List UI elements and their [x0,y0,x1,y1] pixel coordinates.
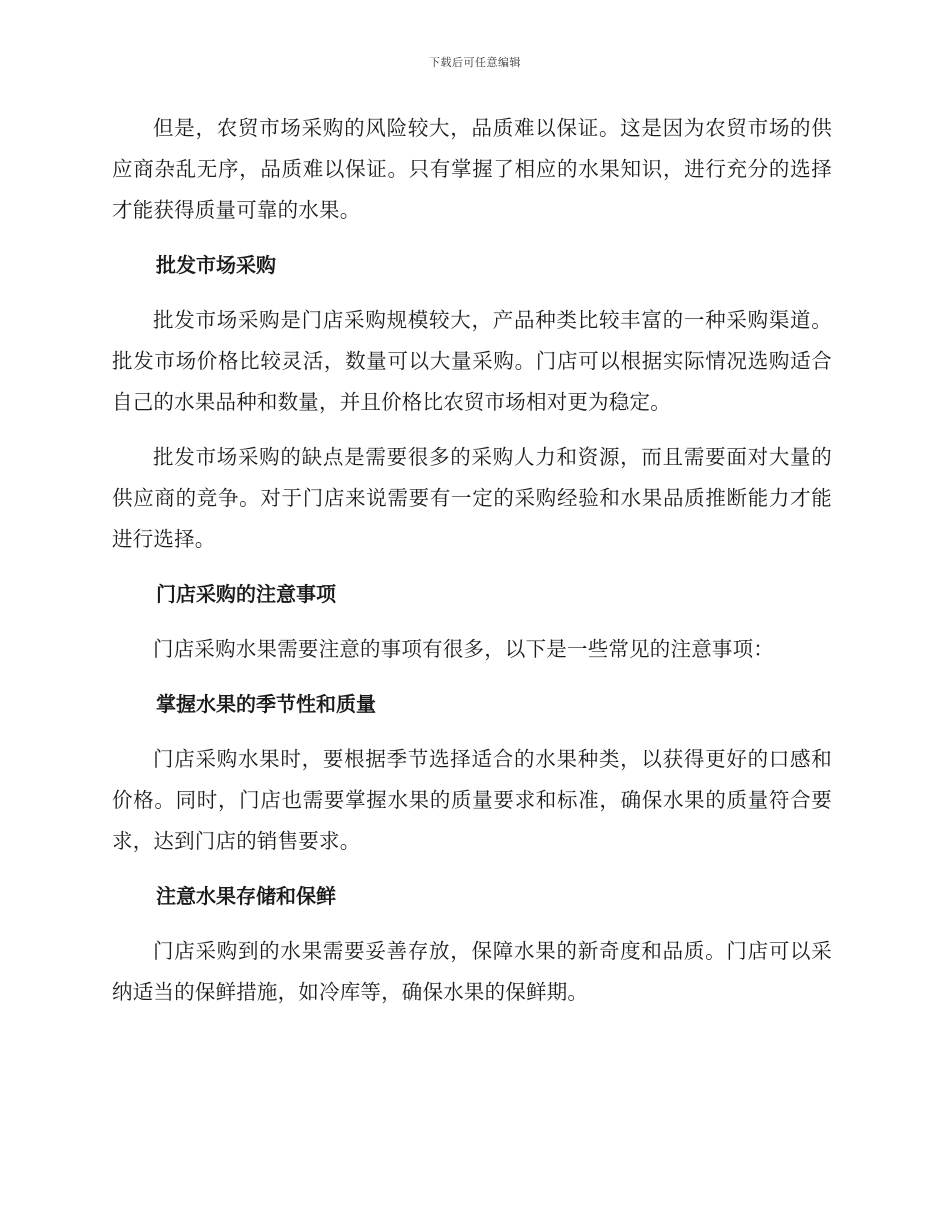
paragraph-precautions-intro: 门店采购水果需要注意的事项有很多，以下是一些常见的注意事项： [153,637,774,661]
section-heading-seasonality: 掌握水果的季节性和质量 [156,692,376,716]
section-heading-storage: 注意水果存储和保鲜 [156,884,336,908]
paragraph-seasonality: 门店采购水果时，要根据季节选择适合的水果种类，以获得更好的口感和价格。同时，门店也需要掌握水果的质量要求和标准，确保水果的质量符合要求，达到门店的销售要求。 [112,747,832,853]
section-heading-precautions: 门店采购的注意事项 [156,582,336,606]
paragraph-wholesale-drawbacks: 批发市场采购的缺点是需要很多的采购人力和资源，而且需要面对大量的供应商的竞争。对于门店来说需要有一定的采购经验和水果品质推断能力才能进行选择。 [112,445,832,551]
page-header: 下载后可任意编辑 [429,56,521,69]
paragraph-farmers-market-risk: 但是，农贸市场采购的风险较大，品质难以保证。这是因为农贸市场的供应商杂乱无序，品质难以保证。只有掌握了相应的水果知识，进行充分的选择才能获得质量可靠的水果。 [112,116,832,222]
paragraph-storage: 门店采购到的水果需要妥善存放，保障水果的新奇度和品质。门店可以采纳适当的保鲜措施，如冷库等，确保水果的保鲜期。 [112,939,832,1004]
section-heading-wholesale: 批发市场采购 [156,253,276,277]
document-body [112,108,832,1027]
paragraph-wholesale-overview: 批发市场采购是门店采购规模较大，产品种类比较丰富的一种采购渠道。批发市场价格比较灵活，数量可以大量采购。门店可以根据实际情况选购适合自己的水果品种和数量，并且价格比农贸市场相对更为稳定。 [112,308,832,414]
